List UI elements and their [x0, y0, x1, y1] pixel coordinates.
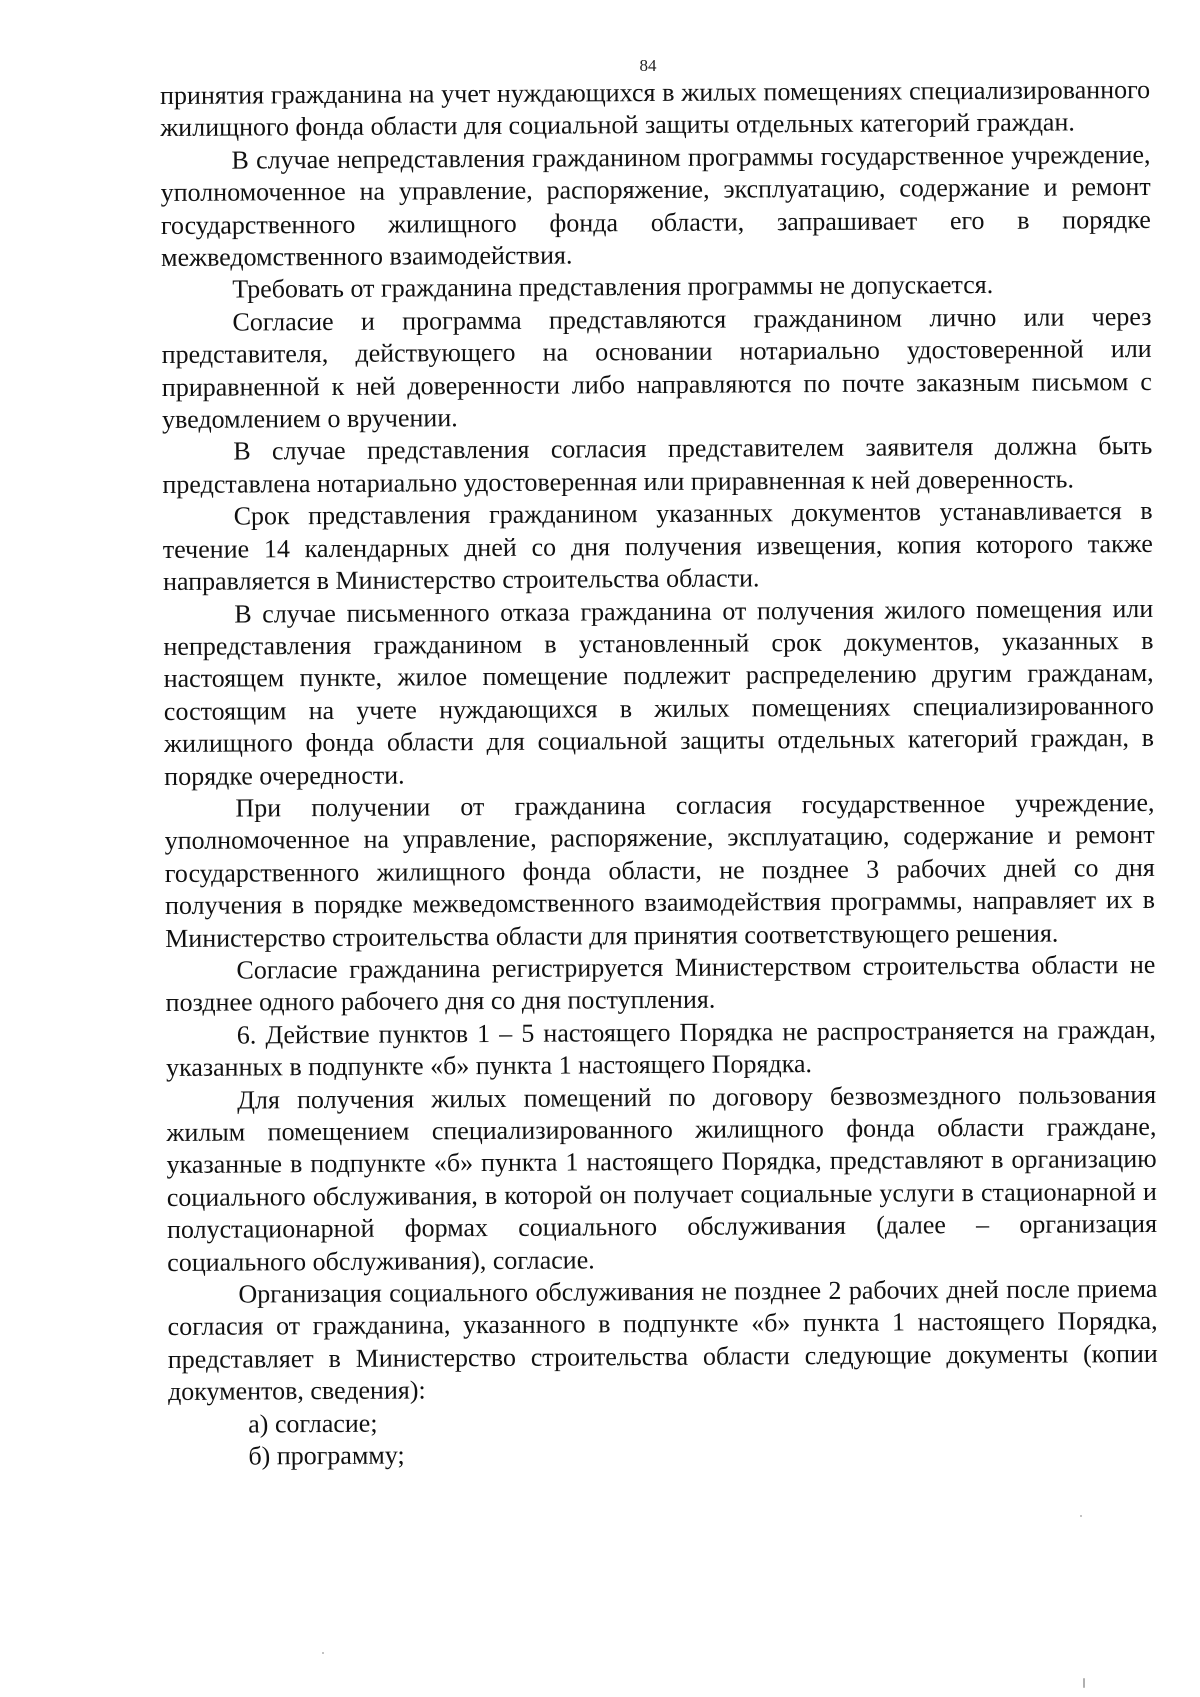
paragraph-item-6: 6. Действие пунктов 1 – 5 настоящего Порядка не распространяется на граждан, указанных в подпункте «б» пункта 1 настоящего Порядка. — [165, 1014, 1156, 1083]
scan-speck — [1083, 1678, 1085, 1688]
list-item-b: б) программу; — [248, 1440, 405, 1471]
paragraph: При получении от гражданина согласия государственное учреждение, уполномоченное на управление, распоряжение, эксплуатацию, содержание и ремонт государственного жилищного фонда области, не позднее 3 рабочих дней со дня получения в порядке межведомственного взаимодействия программы, направляет их в Министерство строительства области для принятия соответствующего решения. — [164, 787, 1156, 953]
list-item-a: а) согласие; — [248, 1408, 378, 1439]
paragraph: В случае представления согласия представителем заявителя должна быть представлена нотариально удостоверенная или приравненная к ней доверенность. — [162, 431, 1153, 499]
paragraph: В случае письменного отказа гражданина от получения жилого помещения или непредставления гражданином в установленный срок документов, указанных в настоящем пункте, жилое помещение подлежит распределению другим гражданам, состоящим на учете нуждающихся в жилых помещениях специализированного жилищного фонда области для социальной защиты отдельных категорий граждан, в порядке очередности. — [163, 593, 1155, 791]
paragraph: Срок представления гражданином указанных документов устанавливается в течение 14 календарных дней со дня получения извещения, копия которого также направляется в Министерство строительства области. — [162, 496, 1153, 597]
document-body — [160, 74, 1158, 1473]
paragraph-continuation: принятия гражданина на учет нуждающихся в жилых помещениях специализированного жилищного фонда области для социальной защиты отдельных категорий граждан. — [160, 74, 1151, 143]
scan-speck — [322, 1652, 324, 1654]
paragraph: Требовать от гражданина представления программы не допускается. — [232, 270, 994, 304]
paragraph: В случае непредставления гражданином программы государственное учреждение, уполномоченное на управление, распоряжение, эксплуатацию, содержание и ремонт государственного жилищного фонда области, запрашивает его в порядке межведомственного взаимодействия. — [160, 139, 1151, 273]
paragraph: Согласие гражданина регистрируется Министерством строительства области не позднее одного рабочего дня со дня поступления. — [165, 949, 1156, 1018]
paragraph: Согласие и программа представляются гражданином лично или через представителя, действующего на основании нотариально удостоверенной или приравненной к ней доверенности либо направляются по почте заказным письмом с уведомлением о вручении. — [161, 301, 1152, 435]
scan-speck — [1080, 1515, 1082, 1517]
paragraph: Для получения жилых помещений по договору безвозмездного пользования жилым помещением специализированного жилищного фонда области граждане, указанные в подпункте «б» пункта 1 настоящего Порядка, представляют в организацию социального обслуживания, в которой он получает социальные услуги в стационарной и полустационарной формах социального обслуживания (далее – организация социального обслуживания), согласие. — [166, 1079, 1158, 1277]
page-number: 84 — [639, 56, 657, 75]
paragraph: Организация социального обслуживания не позднее 2 рабочих дней после приема согласия от гражданина, указанного в подпункте «б» пункта 1 настоящего Порядка, представляет в Министерство строительства области следующие документы (копии документов, сведения): — [167, 1273, 1158, 1407]
